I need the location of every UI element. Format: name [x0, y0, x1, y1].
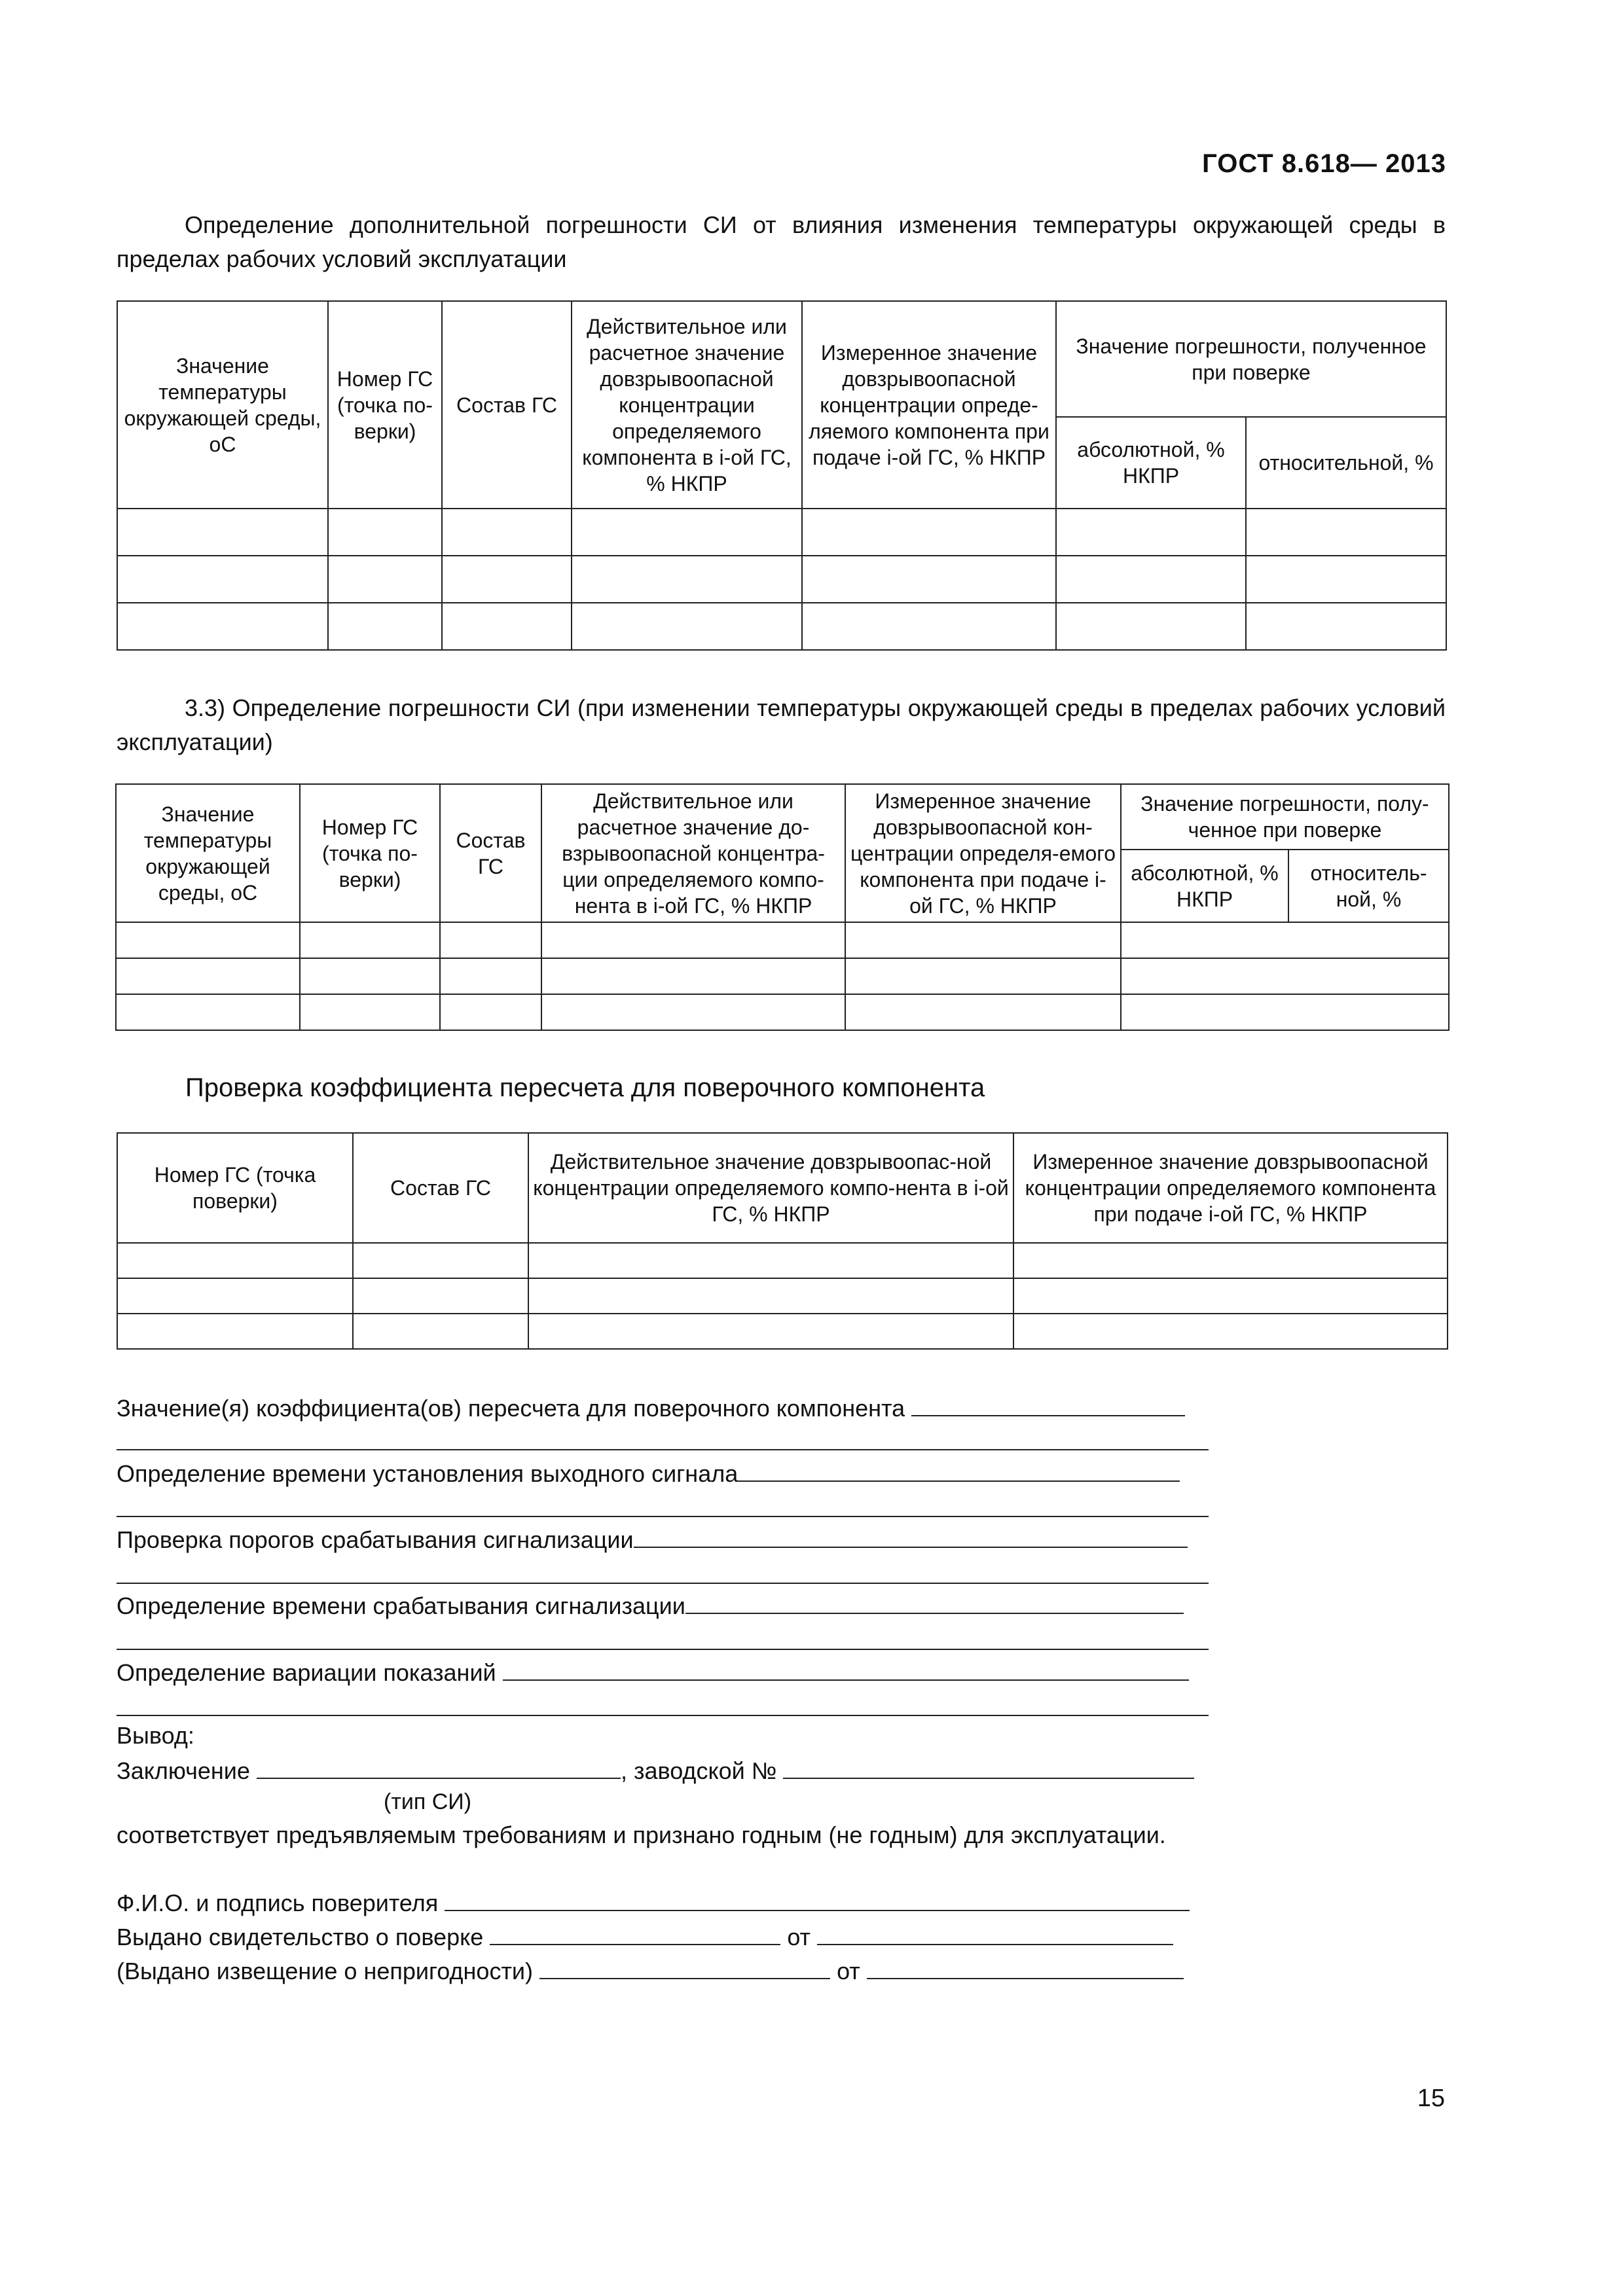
section-3-3-paragraph [117, 691, 1446, 759]
col-header-actual-value: Действительное или расчетное значение до-взрывоопасной концентра-ции определяемого компо-нента в i-ой ГС, % НКПР [541, 784, 845, 922]
col-header-temperature: Значение температуры окружающей среды, оС [116, 784, 300, 922]
col-header-error: Значение погрешности, полученное при поверке [1056, 301, 1446, 417]
alarm-time-field[interactable] [685, 1589, 1184, 1614]
settling-time-label: Определение времени установления выходного сигнала [117, 1460, 739, 1487]
alarm-time-line [117, 1589, 1184, 1621]
alarm-time-continuation-field[interactable] [117, 1649, 1209, 1650]
col-header-gs-composition: Состав ГС [353, 1133, 528, 1243]
notice-number-field[interactable] [539, 1954, 830, 1979]
col-header-gs-composition: Состав ГС [440, 784, 541, 922]
col-header-measured-value: Измеренное значение довзрывоопасной кон-центрации определя-емого компонента при подаче i-ой ГС, % НКПР [845, 784, 1121, 922]
col-header-relative: относитель-ной, % [1288, 850, 1449, 922]
intro-paragraph [117, 208, 1446, 276]
variation-line [117, 1656, 1189, 1687]
col-header-gs-number: Номер ГС (точка поверки) [117, 1133, 353, 1243]
table-row [117, 1243, 1448, 1278]
operating-temperature-error-table [115, 783, 1450, 1031]
col-header-gs-number: Номер ГС (точка по-верки) [300, 784, 440, 922]
table-row [116, 922, 1449, 958]
notice-label: (Выдано извещение о непригодности) [117, 1958, 534, 1984]
notice-from-label: от [837, 1958, 860, 1984]
table-row [117, 509, 1446, 556]
compliance-text: соответствует предъявляемым требованиям и признано годным (не годным) для эксплуатации. [117, 1821, 1166, 1848]
col-header-actual-value: Действительное или расчетное значение довзрывоопасной концентрации определяемого компонента в i-ой ГС, % НКПР [572, 301, 802, 509]
table-row [116, 994, 1449, 1030]
certificate-line [117, 1920, 1173, 1952]
signature-field[interactable] [445, 1886, 1190, 1911]
coefficient-table [117, 1132, 1448, 1350]
alarm-time-label: Определение времени срабатывания сигнализации [117, 1592, 685, 1619]
temperature-error-table [117, 300, 1447, 651]
alarm-thresholds-label: Проверка порогов срабатывания сигнализации [117, 1526, 634, 1553]
alarm-thresholds-line [117, 1523, 1188, 1554]
certificate-number-field[interactable] [490, 1920, 780, 1945]
col-header-absolute: абсолютной, % НКПР [1121, 850, 1288, 922]
col-header-error: Значение погрешности, полу-ченное при поверке [1121, 784, 1449, 850]
signature-line [117, 1886, 1190, 1918]
variation-field[interactable] [503, 1656, 1189, 1681]
certificate-date-field[interactable] [817, 1920, 1173, 1945]
certificate-label: Выдано свидетельство о поверке [117, 1924, 484, 1950]
alarm-thresholds-continuation-field[interactable] [117, 1583, 1209, 1584]
col-header-temperature: Значение температуры окружающей среды, оС [117, 301, 328, 509]
col-header-actual-value: Действительное значение довзрывоопас-ной концентрации определяемого компо-нента в i-ой ГС, % НКПР [528, 1133, 1013, 1243]
alarm-thresholds-field[interactable] [634, 1523, 1188, 1548]
verdict-label: Заключение [117, 1757, 250, 1784]
table-row [116, 958, 1449, 994]
table-row [117, 1278, 1448, 1314]
coef-values-field[interactable] [911, 1391, 1185, 1416]
serial-number-label: , заводской № [620, 1757, 777, 1784]
settling-time-line [117, 1457, 1180, 1488]
table-row [117, 556, 1446, 603]
instrument-type-hint: (тип СИ) [384, 1789, 472, 1814]
coef-values-label: Значение(я) коэффициента(ов) пересчета для поверочного компонента [117, 1395, 905, 1422]
notice-line [117, 1954, 1184, 1986]
coefficient-section-title: Проверка коэффициента пересчета для поверочного компонента [185, 1073, 985, 1102]
notice-date-field[interactable] [867, 1954, 1184, 1979]
col-header-absolute: абсолютной, % НКПР [1056, 417, 1246, 509]
settling-time-field[interactable] [738, 1457, 1180, 1482]
intro-text: Определение дополнительной погрешности СИ от влияния изменения температуры окружающей среды в пределах рабочих условий эксплуатации [117, 211, 1446, 272]
conclusion-label: Вывод: [117, 1722, 194, 1749]
variation-label: Определение вариации показаний [117, 1659, 496, 1686]
coef-values-continuation-field[interactable] [117, 1449, 1209, 1450]
page-number: 15 [1417, 2085, 1445, 2112]
conclusion-line [117, 1721, 194, 1750]
signature-label: Ф.И.О. и подпись поверителя [117, 1890, 439, 1916]
variation-continuation-field[interactable] [117, 1715, 1209, 1716]
section-3-3-text: 3.3) Определение погрешности СИ (при изменении температуры окружающей среды в пределах рабочих условий эксплуатации) [117, 694, 1446, 755]
table-row [117, 603, 1446, 650]
col-header-measured-value: Измеренное значение довзрывоопасной концентрации определяемого компонента при подаче i-ой ГС, % НКПР [1013, 1133, 1448, 1243]
coef-values-line [117, 1391, 1185, 1423]
col-header-relative: относительной, % [1246, 417, 1446, 509]
col-header-gs-number: Номер ГС (точка по-верки) [328, 301, 442, 509]
verdict-line [117, 1754, 1194, 1785]
table-row [117, 1314, 1448, 1349]
certificate-from-label: от [787, 1924, 811, 1950]
instrument-type-field[interactable] [257, 1754, 621, 1779]
col-header-gs-composition: Состав ГС [442, 301, 572, 509]
col-header-measured-value: Измеренное значение довзрывоопасной концентрации опреде-ляемого компонента при подаче i-ой ГС, % НКПР [802, 301, 1056, 509]
serial-number-field[interactable] [783, 1754, 1194, 1779]
document-id: ГОСТ 8.618— 2013 [1202, 149, 1446, 178]
settling-time-continuation-field[interactable] [117, 1516, 1209, 1517]
